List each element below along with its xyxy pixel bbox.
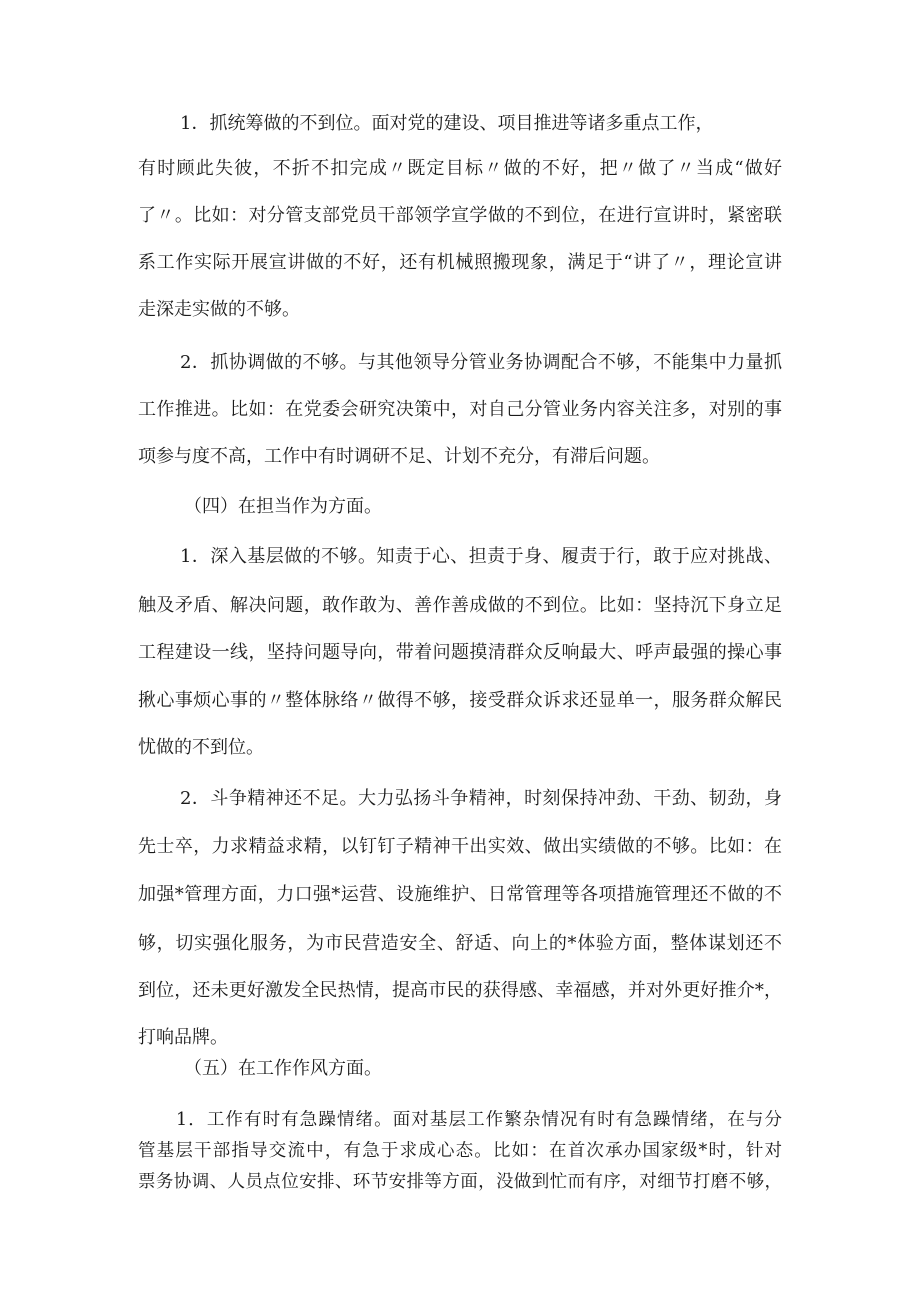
paragraph-5-line-1: 1．工作有时有急躁情绪。面对基层工作繁杂情况有时有急躁情绪，在与分 (176, 1110, 782, 1130)
paragraph-1-line-1: 1．抓统筹做的不到位。面对党的建设、项目推进等诸多重点工作， (180, 113, 714, 134)
section-heading-4: （四）在担当作为方面。 (184, 496, 382, 517)
paragraph-4-line-6: 打响品牌。 (138, 1027, 228, 1048)
paragraph-1-line-5: 走深走实做的不够。 (138, 299, 300, 320)
paragraph-2-line-1: 2．抓协调做的不够。与其他领导分管业务协调配合不够，不能集中力量抓 (180, 352, 782, 373)
paragraph-3-line-2: 触及矛盾、解决问题，敢作敢为、善作善成做的不到位。比如：坚持沉下身立足 (138, 595, 782, 616)
section-heading-5: （五）在工作作风方面。 (184, 1058, 382, 1079)
paragraph-4-line-5: 到位，还未更好激发全民热情，提高市民的获得感、幸福感，并对外更好推介*， (138, 980, 782, 1001)
paragraph-1-line-4: 系工作实际开展宣讲做的不好，还有机械照搬现象，满足于“讲了〃，理论宣讲 (138, 252, 782, 273)
paragraph-4-line-4: 够，切实强化服务，为市民营造安全、舒适、向上的*体验方面，整体谋划还不 (138, 933, 782, 954)
paragraph-4-line-1: 2．斗争精神还不足。大力弘扬斗争精神，时刻保持冲劲、干劲、韧劲，身 (180, 788, 782, 809)
paragraph-3-line-3: 工程建设一线，坚持问题导向，带着问题摸清群众反响最大、呼声最强的操心事 (138, 642, 782, 663)
paragraph-5-line-3: 票务协调、人员点位安排、环节安排等方面，没做到忙而有序，对细节打磨不够， (138, 1172, 782, 1192)
paragraph-1-line-2: 有时顾此失彼，不折不扣完成〃既定目标〃做的不好，把〃做了〃当成“做好 (138, 158, 782, 179)
paragraph-2-line-2: 工作推进。比如：在党委会研究决策中，对自己分管业务内容关注多，对别的事 (138, 399, 782, 420)
paragraph-1-line-3: 了〃。比如：对分管支部党员干部领学宣学做的不到位，在进行宣讲时，紧密联 (138, 205, 782, 226)
paragraph-4-line-2: 先士卒，力求精益求精，以钉钉子精神干出实效、做出实绩做的不够。比如：在 (138, 836, 782, 857)
paragraph-4-line-3: 加强*管理方面，力口强*运营、设施维护、日常管理等各项措施管理还不做的不 (138, 884, 782, 905)
paragraph-3-line-4: 揪心事烦心事的〃整体脉络〃做得不够，接受群众诉求还显单一，服务群众解民 (138, 690, 782, 711)
paragraph-3-line-5: 忧做的不到位。 (138, 737, 264, 758)
paragraph-3-line-1: 1．深入基层做的不够。知责于心、担责于身、履责于行，敢于应对挑战、 (180, 546, 782, 567)
paragraph-5-line-2: 管基层干部指导交流中，有急于求成心态。比如：在首次承办国家级*时，针对 (138, 1141, 782, 1161)
paragraph-2-line-3: 项参与度不高，工作中有时调研不足、计划不充分，有滞后问题。 (138, 446, 660, 467)
